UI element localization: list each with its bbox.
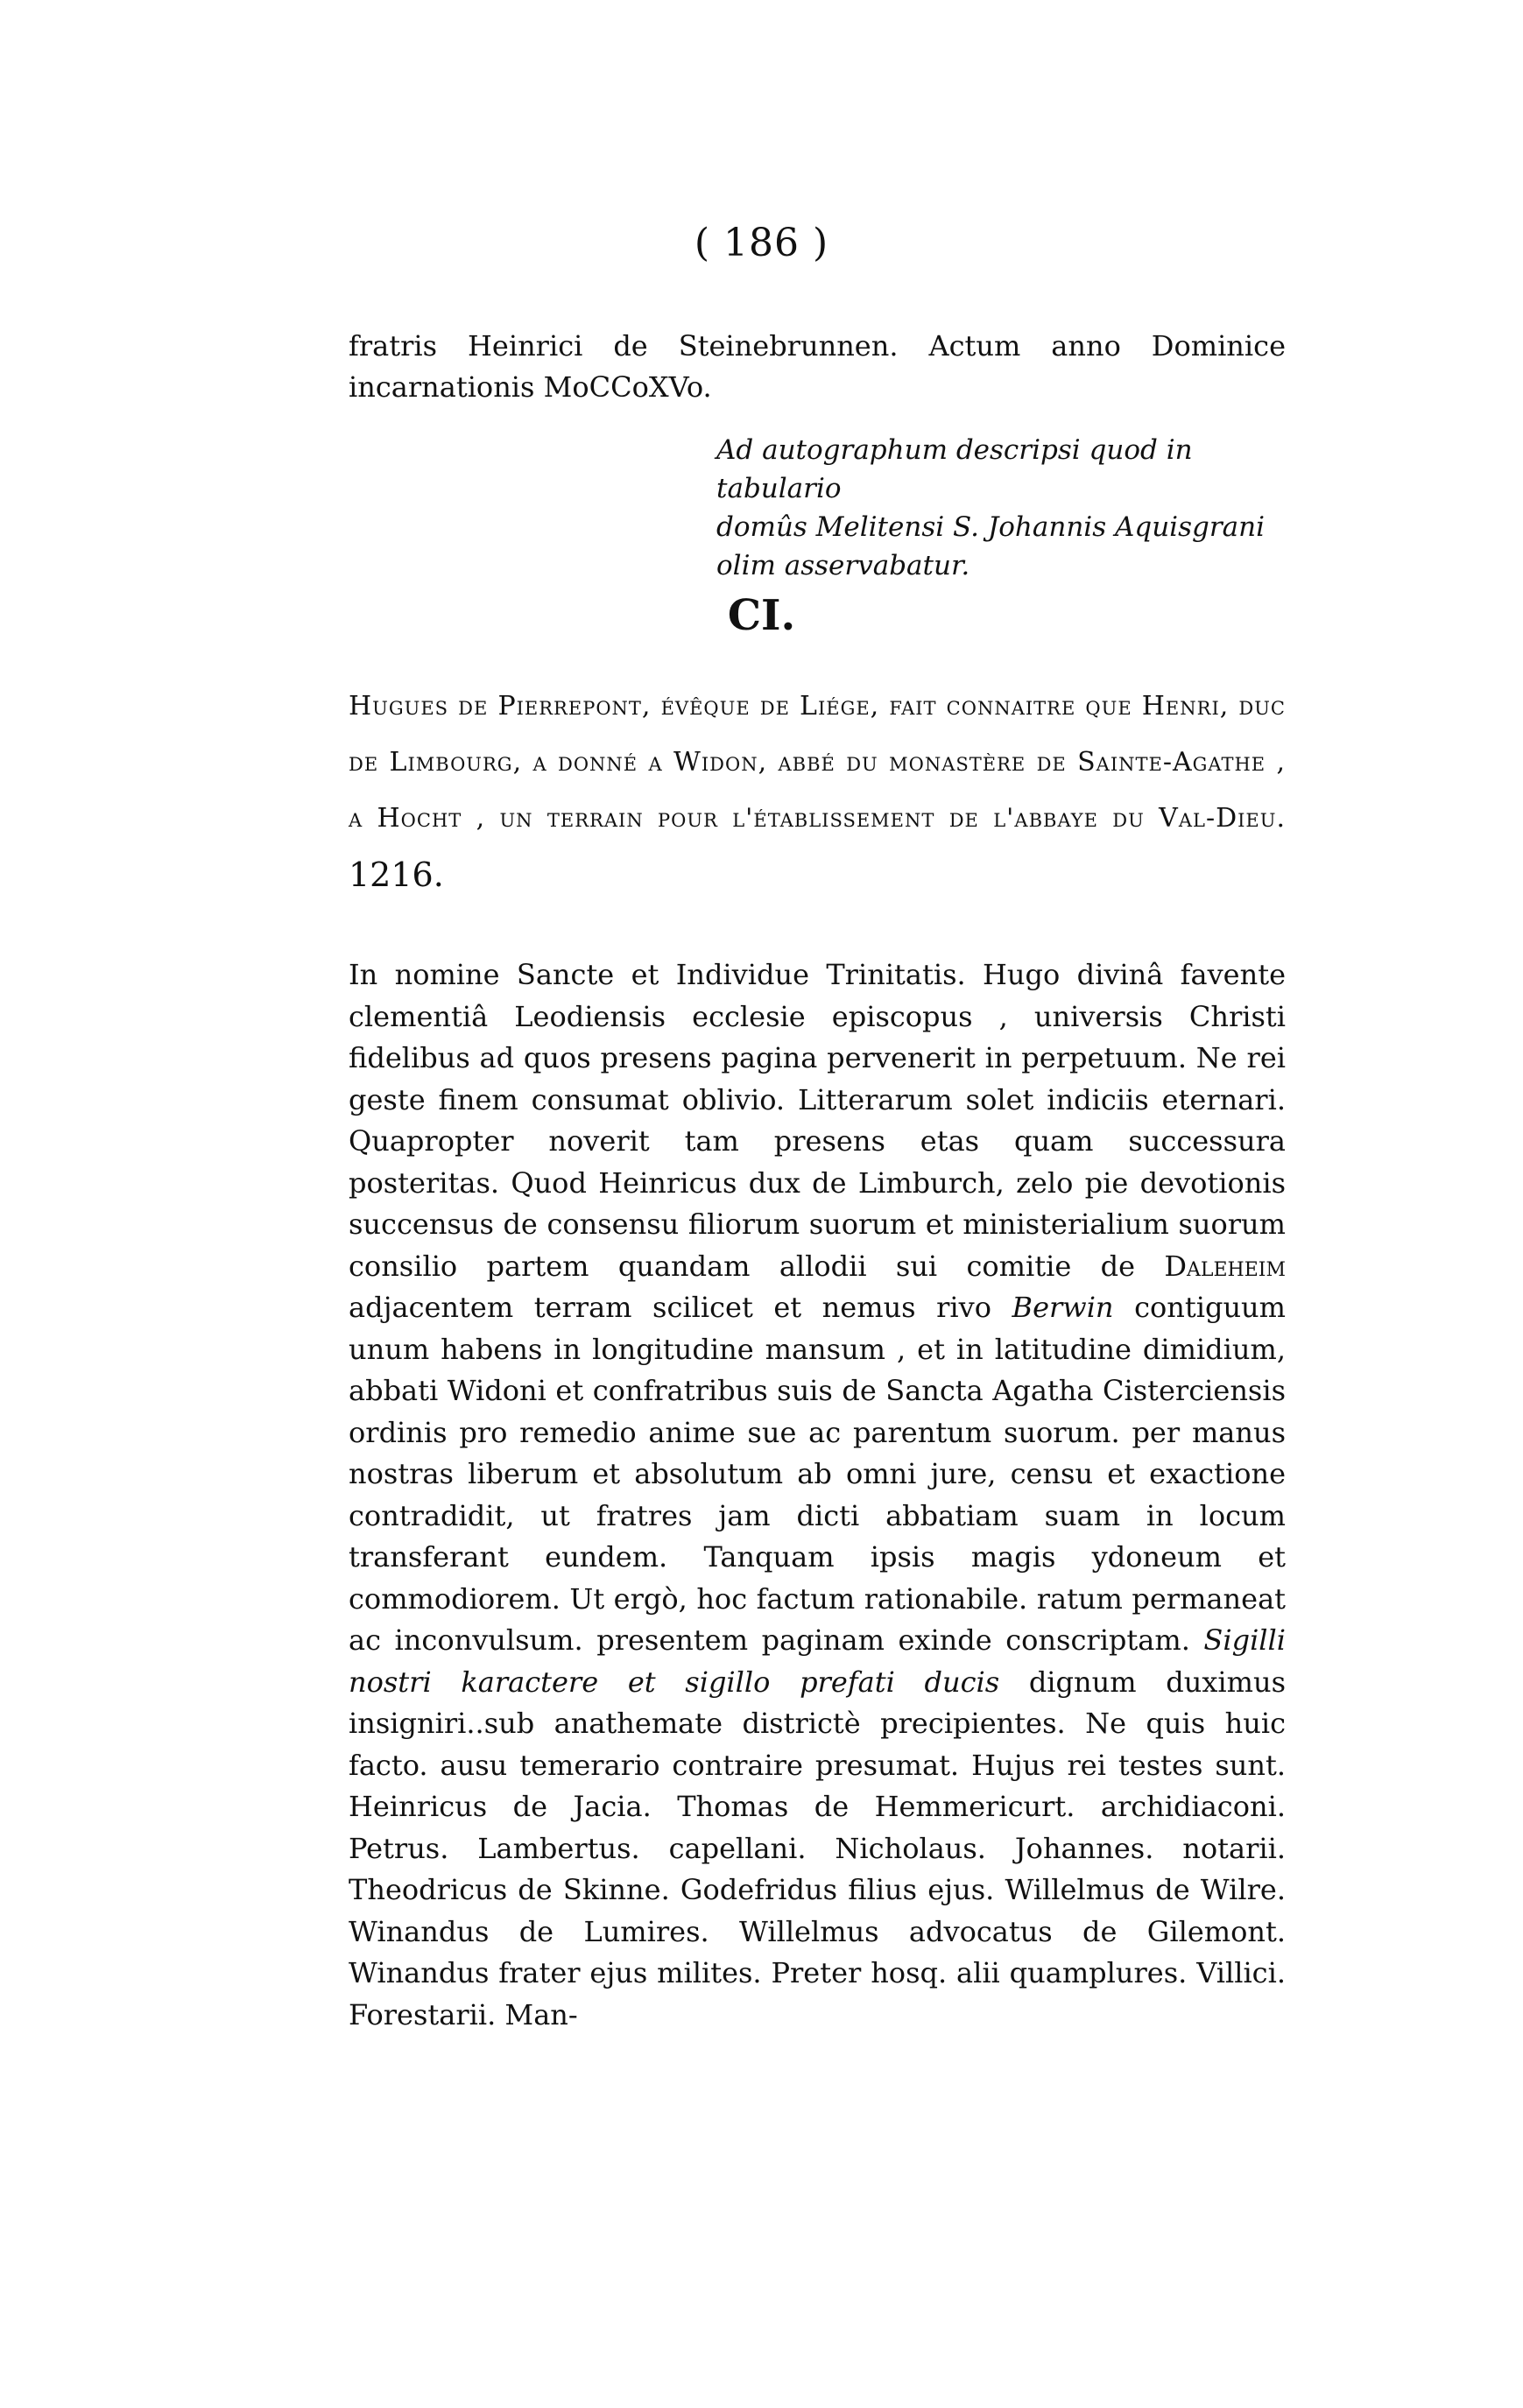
source-note-line: domûs Melitensi S. Johannis Aquisgrani (716, 511, 1266, 543)
charter-text-part: dignum duximus insigniri..sub anathemate districtè precipientes. Ne quis huic facto. ausu temerario contraire presumat. Hujus rei testes sunt. Heinricus de Jacia. Thomas de Hemmericurt. archidiaconi. Petrus. Lambertus. capellani. Nicholaus. Johannes. notarii. Theodricus de Skinne. Godefridus filius ejus. Willelmus de Wilre. Winandus de Lumires. Willelmus advocatus de Gilemont. Winandus frater ejus milites. Preter hosq. alii quamplures. Villici. Forestarii. Man- (349, 1665, 1287, 2031)
page-number: ( 186 ) (694, 221, 829, 265)
previous-charter-closing-text: fratris Heinrici de Steinebrunnen. Actum anno Dominice incarnationis MoCCoXVo. (349, 329, 1286, 404)
charter-text-part: In nomine Sancte et Individue Trinitatis. Hugo divinâ favente clementiâ Leodiensis ecclesie episcopus , universis Christi fidelibus ad quos presens pagina pervenerit in perpetuum. Ne rei geste finem consumat oblivio. Litterarum solet indiciis eternari. Quapropter noverit tam presens etas quam successura posteritas. Quod Heinricus dux de Limburch, zelo pie devotionis succensus de consensu filiorum suorum et ministerialium suorum consilio partem quandam allodii sui comitie de (349, 958, 1286, 1283)
sealing-clause: Sigilli nostri karactere et sigillo prefati ducis (349, 1623, 1286, 1699)
source-note-line: olim asservabatur. (716, 550, 970, 581)
charter-text-part: adjacentem terram scilicet et nemus rivo (349, 1291, 1012, 1324)
river-name: Berwin (1012, 1291, 1114, 1324)
place-name: Daleheim (1164, 1249, 1286, 1283)
charter-summary (349, 679, 1286, 906)
charter-summary-text: Hugues de Pierrepont, évêque de Liége, fait connaitre que Henri, duc de Limbourg, a donné a Widon, abbé du monastère de Sainte-Agathe , a Hocht , un terrain pour l'établissement de l'abbaye du Val-Dieu. (349, 691, 1286, 834)
charter-body-text (349, 954, 1286, 2036)
source-note-line: Ad autographum descripsi quod in tabulario (716, 434, 1193, 504)
charter-number: CI. (727, 591, 796, 640)
charter-year: 1216. (349, 855, 444, 894)
charter-text-part: contiguum unum habens in longitudine mansum , et in latitudine dimidium, abbati Widoni et confratribus suis de Sancta Agatha Cisterciensis ordinis pro remedio anime sue ac parentum suorum. per manus nostras liberum et absolutum ab omni jure, censu et exactione contradidit, ut fratres jam dicti abbatiam suam in locum transferant eundem. Tanquam ipsis magis ydoneum et commodiorem. Ut ergò, hoc factum rationabile. ratum permaneat ac inconvulsum. presentem paginam exinde conscriptam. (349, 1291, 1287, 1657)
source-note (716, 431, 1287, 585)
